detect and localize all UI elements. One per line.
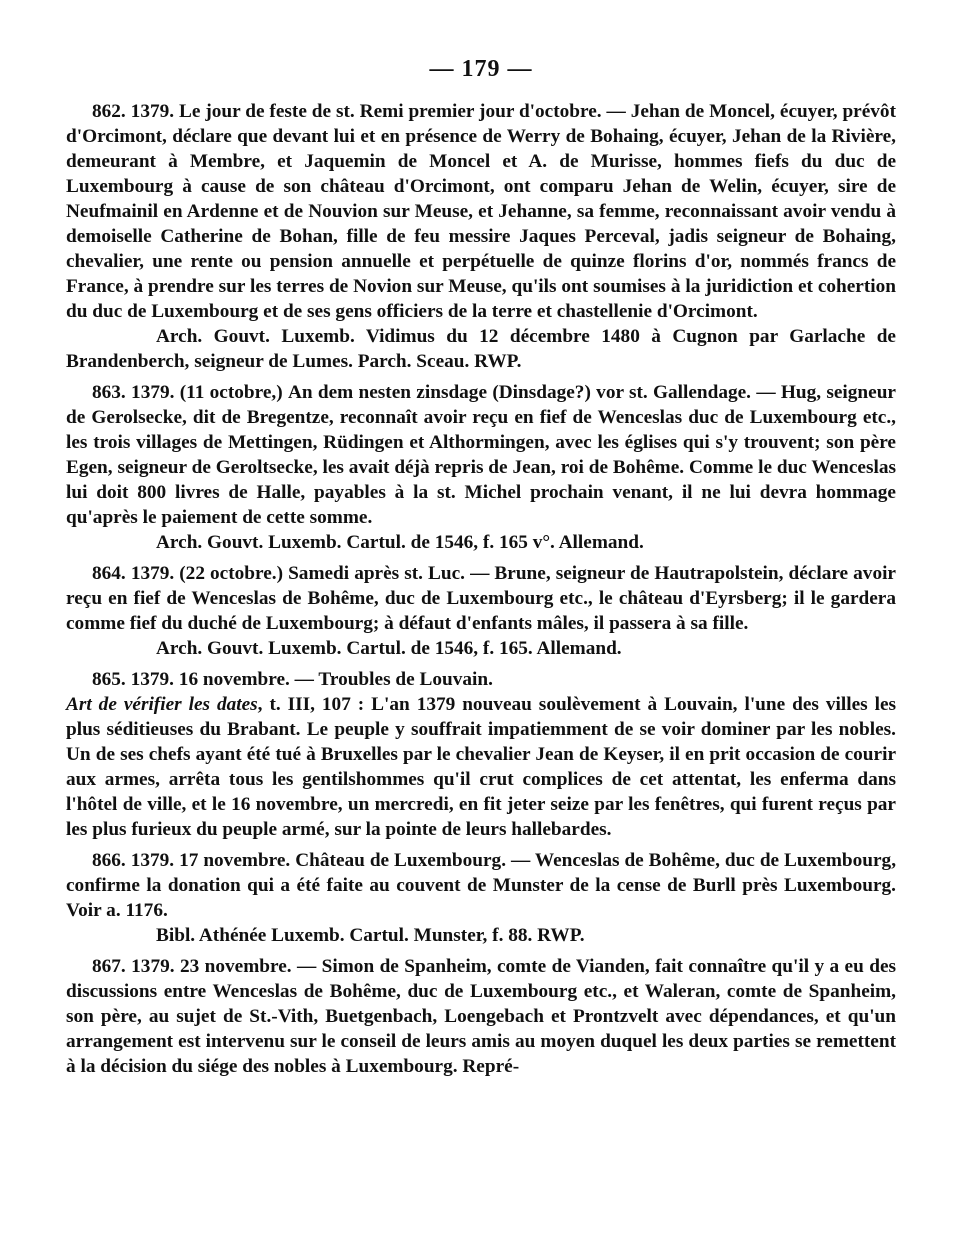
entry-number: 867. [92, 956, 126, 977]
entry-text: — Simon de Spanheim, comte de Vianden, fait connaître qu'il y a eu des discussions entre Wenceslas de Bohême, duc de Luxembourg etc., et Waleran, comte de Spanheim, son père, au sujet de St.-Vith, Buetgenbach, Loengebach et Prontzvelt avec dépendances, et qu'un arrangement est intervenu sur le conseil de leurs amis au moyen duquel les deux parties se remettent à la décision du siége des nobles à Luxembourg. Repré- [66, 956, 896, 1077]
entry-year: 1379. [131, 382, 175, 403]
entry-867 [66, 954, 896, 1079]
entry-date: (22 octobre.) [179, 563, 284, 584]
entry-body [66, 561, 896, 636]
entry-date: 17 novembre. [179, 850, 291, 871]
entry-year: 1379. [130, 563, 175, 584]
entry-heading: An dem nesten zinsdage [287, 382, 488, 403]
entry-865 [66, 667, 896, 842]
entry-864 [66, 561, 896, 661]
entry-heading: Le jour de feste de st. Remi premier jour d'octobre. [178, 101, 602, 122]
entry-year: 1379. [131, 956, 175, 977]
entry-source: Arch. Gouvt. Luxemb. Cartul. de 1546, f. 165. Allemand. [156, 638, 622, 659]
entry-heading: Samedi après st. Luc. [288, 563, 465, 584]
entry-number: 866. [92, 850, 126, 871]
entry-date: 23 novembre. [179, 956, 292, 977]
entry-source: Arch. Gouvt. Luxemb. Vidimus du 12 décembre 1480 à Cugnon par Garlache de Brandenberch, seigneur de Lumes. Parch. Sceau. RWP. [66, 326, 896, 372]
entry-year: 1379. [130, 669, 174, 690]
entry-number: 863. [92, 382, 126, 403]
entry-source: Bibl. Athénée Luxemb. Cartul. Munster, f. 88. RWP. [156, 925, 585, 946]
entry-header-line [66, 667, 896, 692]
entry-text: — Hug, seigneur de Gerolsecke, dit de Bregentze, reconnaît avoir reçu en fief de Wenceslas duc de Luxembourg etc., les trois villages de Mettingen, Rüdingen et Althormingen, avec les églises qui s'y trouvent; son père Egen, seigneur de Geroltsecke, les avait déjà repris de Jean, roi de Bohême. Comme le duc Wenceslas lui doit 800 livres de Halle, payables à la st. Michel prochain venant, il ne lui devra hommage qu'après le paiement de cette somme. [66, 382, 896, 528]
entry-number: 864. [92, 563, 126, 584]
entry-year: 1379. [130, 850, 175, 871]
document-page [66, 56, 896, 1085]
entry-heading-continued: vor st. Gallendage. [596, 382, 752, 403]
entry-heading: — Troubles de Louvain. [294, 669, 493, 690]
entry-body [66, 380, 896, 530]
entry-body [66, 99, 896, 324]
entry-text: , t. III, 107 : L'an 1379 nouveau soulèvement à Louvain, l'une des villes les plus séditieuses du Brabant. Le peuple y souffrait impatiemment de se voir dominer par les nobles. Un de ses chefs ayant été tué à Bruxelles par le chevalier Jean de Keyser, il en prit occasion de courir aux armes, arrêta tous les gentilshommes qu'il crut complices de cet attentat, les enferma dans l'hôtel de ville, et le 16 novembre, un mercredi, en fit jeter seize par les fenêtres, qui furent reçus par les plus furieux du peuple armé, sur la pointe de leurs hallebardes. [66, 694, 897, 840]
entry-date: (11 octobre,) [179, 382, 283, 403]
entry-source: Arch. Gouvt. Luxemb. Cartul. de 1546, f. 165 v°. Allemand. [156, 532, 644, 553]
entry-866 [66, 848, 896, 948]
entry-body [66, 692, 896, 842]
entry-body [66, 848, 896, 923]
entry-number: 865. [92, 669, 126, 690]
reference-title: Art de vérifier les dates [66, 694, 258, 715]
entry-862 [66, 99, 896, 374]
entry-number: 862. [92, 101, 126, 122]
entry-year: 1379. [130, 101, 175, 122]
entry-text: — Jehan de Moncel, écuyer, prévôt d'Orcimont, déclare que devant lui et en présence de Werry de Bohaing, écuyer, Jehan de la Rivière, demeurant à Membre, et Jaquemin de Moncel et A. de Murisse, hommes fiefs du duc de Luxembourg à cause de son château d'Orcimont, ont comparu Jehan de Welin, écuyer, sire de Neufmainil en Ardenne et de Nouvion sur Meuse, et Jehanne, sa femme, reconnaissant avoir vendu à demoiselle Catherine de Bohan, fille de feu messire Jaques Perceval, jadis seigneur de Bohaing, chevalier, une rente ou pension annuelle et perpétuelle de quinze florins d'or, nommés francs de France, à prendre sur les terres de Novion sur Meuse, qu'ils ont soumises à la juridiction et cohertion du duc de Luxembourg et de ses gens officiers de la terre et chastellenie d'Orcimont. [66, 101, 896, 322]
entry-863 [66, 380, 896, 555]
entry-text: — Brune, seigneur de Hautrapolstein, déclare avoir reçu en fief de Wenceslas de Bohême, duc de Luxembourg etc., le château d'Eyrsberg; il le gardera comme fief du duché de Luxembourg; à défaut d'enfants mâles, il passera à sa fille. [66, 563, 896, 634]
entry-date: 16 novembre. [178, 669, 290, 690]
entry-text: — Wenceslas de Bohême, duc de Luxembourg, confirme la donation qui a été faite au couvent de Munster de la cense de Burll près Luxembourg. Voir a. 1176. [66, 850, 897, 921]
entry-body [66, 954, 896, 1079]
entry-heading-note: (Dinsdage?) [492, 382, 591, 403]
page-number: — 179 — [429, 56, 533, 82]
entry-heading: Château de Luxembourg. [295, 850, 507, 871]
